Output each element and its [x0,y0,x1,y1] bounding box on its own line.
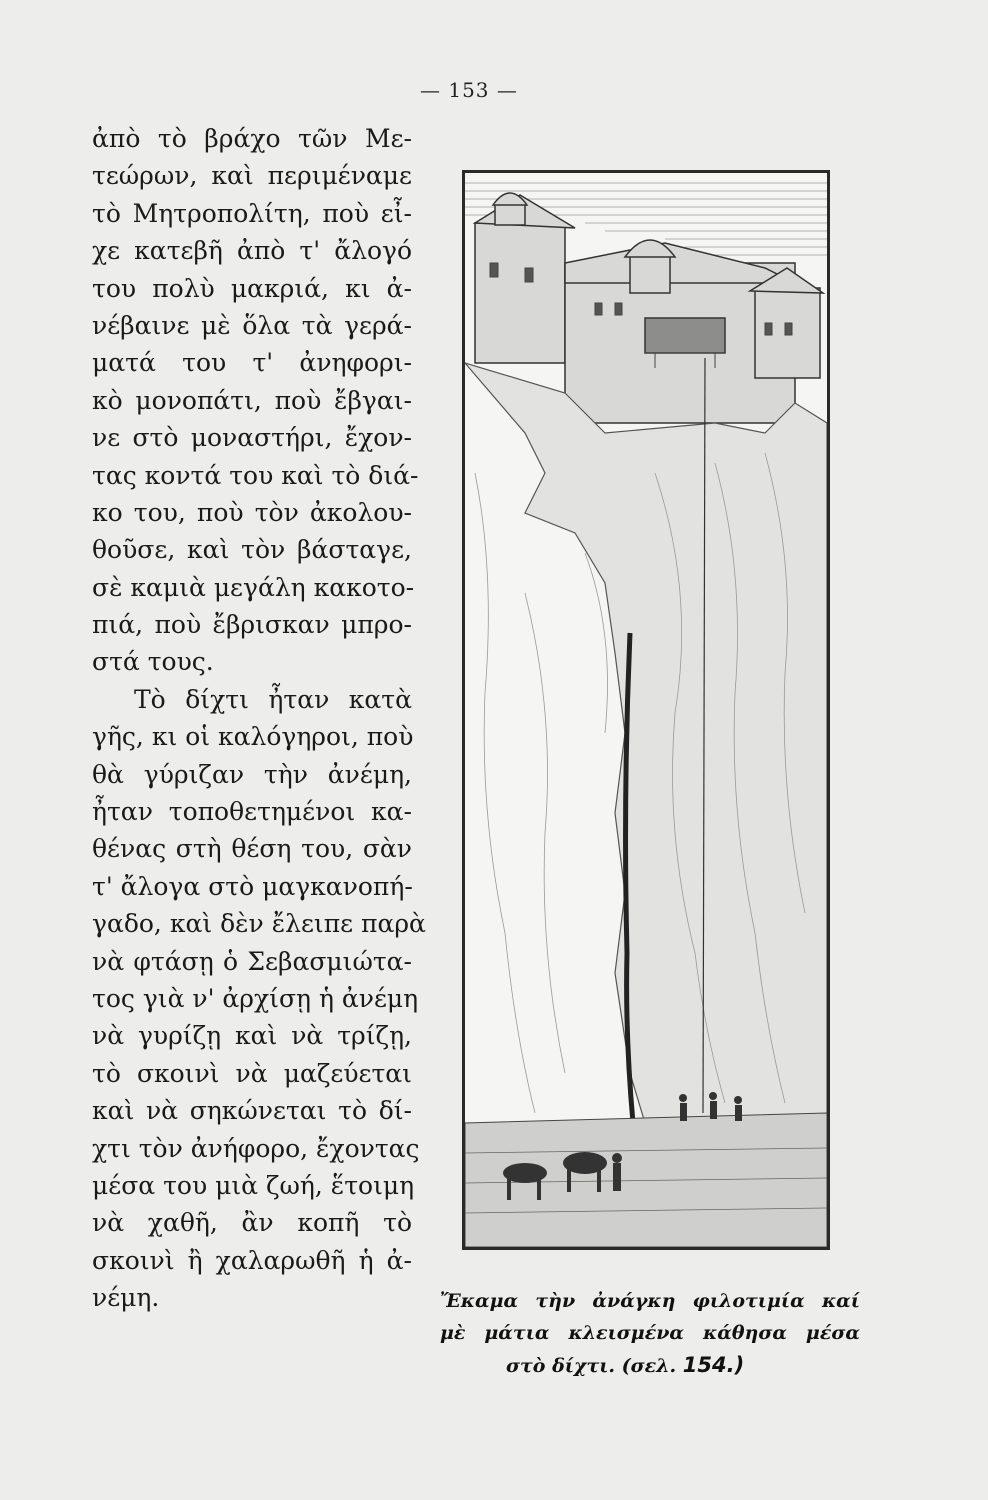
text-line: Τὸ δίχτι ἦταν κατὰ [134,684,412,714]
text-line: σκοινὶ ἢ χαλαρωθῆ ἡ ἀ- [92,1245,412,1275]
body-text [92,120,426,1317]
text-line: σὲ καμιὰ μεγάλη κακοτο- [92,572,415,602]
text-line: τεώρων, καὶ περιμέναμε [92,161,412,191]
text-line: νε στὸ μοναστήρι, ἔχον- [92,423,412,453]
text-line: τὸ Μητροπολίτη, ποὺ εἶ- [92,198,412,228]
text-line: νὰ γυρίζῃ καὶ νὰ τρίζῃ, [92,1021,412,1051]
caption-page-number: 154.) [682,1353,745,1377]
text-line: ἦταν τοποθετημένοι κα- [92,797,412,827]
text-line: μέσα του μιὰ ζωή, ἕτοιμη [92,1170,415,1200]
text-line: γῆς, κι οἱ καλόγηροι, ποὺ [92,722,414,752]
engraving-drawing [465,173,827,1247]
text-line: ἀπὸ τὸ βράχο τῶν Με- [92,124,412,153]
text-line: κο του, ποὺ τὸν ἀκολου- [92,497,412,527]
text-line: θοῦσε, καὶ τὸν βάσταγε, [92,535,412,565]
text-line: νὰ φτάσῃ ὁ Σεβασμιώτα- [92,946,412,976]
text-line: του πολὺ μακριά, κι ἀ- [92,273,412,303]
text-line: κὸ μονοπάτι, ποὺ ἔβγαι- [92,385,412,415]
text-line: ματά του τ' ἀνηφορι- [92,348,412,378]
caption-reference-text: στὸ δίχτι. (σελ. [506,1355,677,1377]
text-line: θὰ γύριζαν τὴν ἀνέμη, [92,759,412,789]
caption-line: μὲ μάτια κλεισμένα κάθησα μέσα [440,1322,860,1344]
text-line: χε κατεβῆ ἀπὸ τ' ἄλογό [92,236,412,266]
text-line: πιά, ποὺ ἔβρισκαν μπρο- [92,610,412,640]
text-line: θένας στὴ θέση του, σὰν [92,834,412,864]
caption-line [440,1349,860,1382]
page-number: — 153 — [420,78,518,102]
text-line: στά τους. [92,647,214,677]
text-line: τ' ἄλογα στὸ μαγκανοπή- [92,871,413,901]
text-line: τας κοντά του καὶ τὸ διά- [92,460,419,490]
text-line: νέμη. [92,1283,160,1313]
text-line: τος γιὰ ν' ἀρχίσῃ ἡ ἀνέμη [92,983,419,1013]
monastery-illustration [462,170,830,1250]
text-line: νὰ χαθῆ, ἂν κοπῆ τὸ [92,1208,412,1238]
text-line: νέβαινε μὲ ὅλα τὰ γερά- [92,310,412,340]
text-line: γαδο, καὶ δὲν ἔλειπε παρὰ [92,909,426,939]
text-line: χτι τὸν ἀνήφορο, ἔχοντας [92,1133,420,1163]
caption-line: Ἔκαμα τὴν ἀνάγκη φιλοτιμία καί [440,1290,860,1312]
figure-caption [440,1285,860,1382]
cliff-face [465,363,827,1123]
text-line: καὶ νὰ σηκώνεται τὸ δί- [92,1096,412,1126]
text-line: τὸ σκοινὶ νὰ μαζεύεται [92,1058,412,1088]
